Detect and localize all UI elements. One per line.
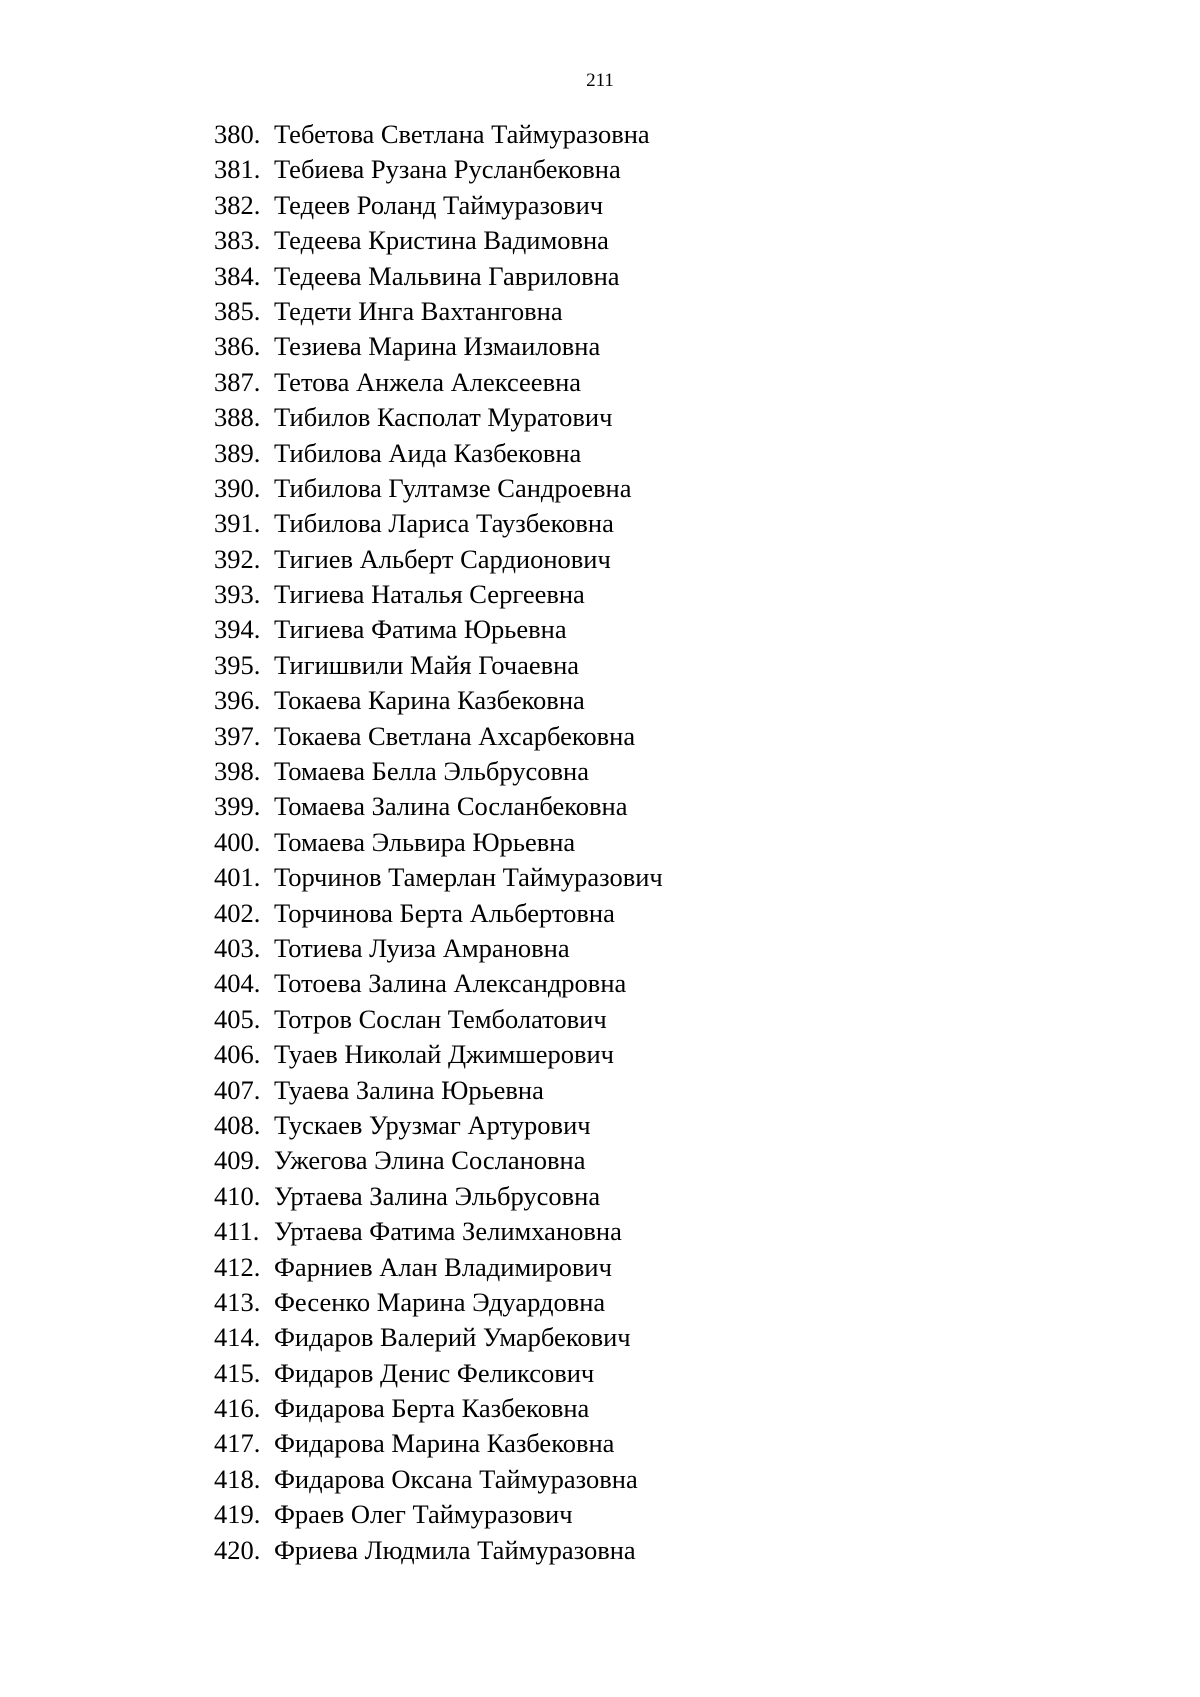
- list-item-number: 394.: [214, 614, 261, 645]
- list-item: [214, 1250, 663, 1285]
- list-item-number: 382.: [214, 189, 261, 220]
- list-item-number: 387.: [214, 366, 261, 397]
- list-item-number: 406.: [214, 1039, 261, 1070]
- list-item: [214, 719, 663, 754]
- list-item-name: Томаева Залина Сосланбековна: [274, 791, 628, 822]
- list-item-name: Тедеева Кристина Вадимовна: [274, 225, 609, 256]
- list-item-name: Томаева Эльвира Юрьевна: [274, 826, 576, 857]
- list-item: [214, 1533, 663, 1568]
- list-item-number: 415.: [214, 1357, 261, 1388]
- list-item-number: 419.: [214, 1499, 261, 1530]
- list-item-number: 402.: [214, 897, 261, 928]
- list-item-name: Тигиева Фатима Юрьевна: [274, 614, 567, 645]
- list-item-number: 409.: [214, 1145, 261, 1176]
- list-item-name: Фидаров Денис Феликсович: [274, 1357, 595, 1388]
- list-item-name: Тедети Инга Вахтанговна: [274, 295, 563, 326]
- list-item-number: 389.: [214, 437, 261, 468]
- list-item: [214, 860, 663, 895]
- list-item-number: 395.: [214, 649, 261, 680]
- list-item-number: 416.: [214, 1393, 261, 1424]
- list-item-name: Тотоева Залина Александровна: [274, 968, 627, 999]
- list-item-name: Токаева Карина Казбековна: [274, 685, 585, 716]
- list-item: [214, 1002, 663, 1037]
- list-item-name: Тезиева Марина Измаиловна: [274, 331, 601, 362]
- list-item: [214, 188, 663, 223]
- list-item-name: Фидарова Берта Казбековна: [274, 1393, 590, 1424]
- list-item-number: 404.: [214, 968, 261, 999]
- list-item-number: 412.: [214, 1251, 261, 1282]
- list-item: [214, 1497, 663, 1532]
- list-item: [214, 1320, 663, 1355]
- list-item: [214, 1391, 663, 1426]
- list-item-name: Тигиев Альберт Сардионович: [274, 543, 611, 574]
- list-item-number: 400.: [214, 826, 261, 857]
- list-item: [214, 400, 663, 435]
- list-item-name: Фидарова Марина Казбековна: [274, 1428, 615, 1459]
- list-item-name: Уртаева Залина Эльбрусовна: [274, 1180, 601, 1211]
- list-item: [214, 1356, 663, 1391]
- list-item-name: Фарниев Алан Владимирович: [274, 1251, 612, 1282]
- list-item-name: Тедеев Роланд Таймуразович: [274, 189, 604, 220]
- list-item-name: Туаева Залина Юрьевна: [274, 1074, 544, 1105]
- list-item-name: Тотров Сослан Темболатович: [274, 1003, 607, 1034]
- list-item-name: Фидарова Оксана Таймуразовна: [274, 1463, 638, 1494]
- list-item-number: 410.: [214, 1180, 261, 1211]
- list-item: [214, 1285, 663, 1320]
- list-item: [214, 754, 663, 789]
- list-item: [214, 896, 663, 931]
- list-item: [214, 648, 663, 683]
- list-item-number: 403.: [214, 932, 261, 963]
- list-item-number: 405.: [214, 1003, 261, 1034]
- list-item-number: 418.: [214, 1463, 261, 1494]
- list-item-name: Тускаев Урузмаг Артурович: [274, 1109, 591, 1140]
- list-item-number: 386.: [214, 331, 261, 362]
- list-item-name: Туаев Николай Джимшерович: [274, 1039, 614, 1070]
- list-item-number: 390.: [214, 472, 261, 503]
- list-item-name: Тебетова Светлана Таймуразовна: [274, 119, 650, 149]
- list-item-number: 414.: [214, 1322, 261, 1353]
- name-list: [214, 117, 663, 1568]
- list-item-name: Токаева Светлана Ахсарбековна: [274, 720, 636, 751]
- list-item-name: Тибилова Гултамзе Сандроевна: [274, 472, 632, 503]
- list-item-number: 392.: [214, 543, 261, 574]
- list-item-number: 411.: [214, 1216, 260, 1247]
- list-item-number: 384.: [214, 260, 261, 291]
- list-item-number: 380.: [214, 119, 261, 149]
- list-item: [214, 152, 663, 187]
- list-item-number: 401.: [214, 862, 261, 893]
- list-item-name: Тигиева Наталья Сергеевна: [274, 579, 585, 610]
- list-item: [214, 1108, 663, 1143]
- list-item: [214, 506, 663, 541]
- list-item-name: Тибилов Касполат Муратович: [274, 402, 613, 433]
- list-item: [214, 294, 663, 329]
- list-item: [214, 966, 663, 1001]
- list-item-name: Тебиева Рузана Русланбековна: [274, 154, 621, 185]
- list-item: [214, 365, 663, 400]
- list-item-number: 407.: [214, 1074, 261, 1105]
- list-item-name: Тибилова Лариса Таузбековна: [274, 508, 614, 539]
- list-item-name: Тотиева Луиза Амрановна: [274, 932, 570, 963]
- list-item-name: Фидаров Валерий Умарбекович: [274, 1322, 631, 1353]
- list-item: [214, 931, 663, 966]
- list-item: [214, 329, 663, 364]
- list-item-number: 398.: [214, 756, 261, 787]
- list-item: [214, 1462, 663, 1497]
- list-item: [214, 1037, 663, 1072]
- list-item: [214, 1073, 663, 1108]
- list-item: [214, 577, 663, 612]
- page-number: 211: [586, 70, 614, 91]
- list-item-number: 391.: [214, 508, 261, 539]
- list-item-number: 420.: [214, 1534, 261, 1565]
- list-item: [214, 436, 663, 471]
- list-item-name: Тибилова Аида Казбековна: [274, 437, 582, 468]
- list-item-name: Тигишвили Майя Гочаевна: [274, 649, 580, 680]
- list-item-number: 396.: [214, 685, 261, 716]
- list-item: [214, 1426, 663, 1461]
- list-item-name: Торчинов Тамерлан Таймуразович: [274, 862, 663, 893]
- list-item-name: Фесенко Марина Эдуардовна: [274, 1286, 606, 1317]
- list-item: [214, 1143, 663, 1178]
- list-item-name: Тетова Анжела Алексеевна: [274, 366, 582, 397]
- list-item: [214, 117, 663, 152]
- list-item: [214, 1214, 663, 1249]
- list-item-number: 417.: [214, 1428, 261, 1459]
- list-item: [214, 1179, 663, 1214]
- list-item-name: Уртаева Фатима Зелимхановна: [274, 1216, 622, 1247]
- list-item: [214, 471, 663, 506]
- list-item-number: 381.: [214, 154, 261, 185]
- list-item-name: Томаева Белла Эльбрусовна: [274, 756, 589, 787]
- list-item-number: 393.: [214, 579, 261, 610]
- list-item: [214, 683, 663, 718]
- list-item: [214, 789, 663, 824]
- list-item-number: 397.: [214, 720, 261, 751]
- list-item-number: 388.: [214, 402, 261, 433]
- list-item: [214, 825, 663, 860]
- list-item-number: 399.: [214, 791, 261, 822]
- list-item: [214, 223, 663, 258]
- list-item-number: 383.: [214, 225, 261, 256]
- list-item-name: Ужегова Элина Сослановна: [274, 1145, 586, 1176]
- list-item: [214, 259, 663, 294]
- list-item-number: 413.: [214, 1286, 261, 1317]
- list-item-name: Фраев Олег Таймуразович: [274, 1499, 573, 1530]
- list-item-number: 408.: [214, 1109, 261, 1140]
- list-item: [214, 542, 663, 577]
- list-item-name: Фриева Людмила Таймуразовна: [274, 1534, 636, 1565]
- list-item-number: 385.: [214, 295, 261, 326]
- list-item-name: Тедеева Мальвина Гавриловна: [274, 260, 620, 291]
- list-item-name: Торчинова Берта Альбертовна: [274, 897, 615, 928]
- list-item: [214, 612, 663, 647]
